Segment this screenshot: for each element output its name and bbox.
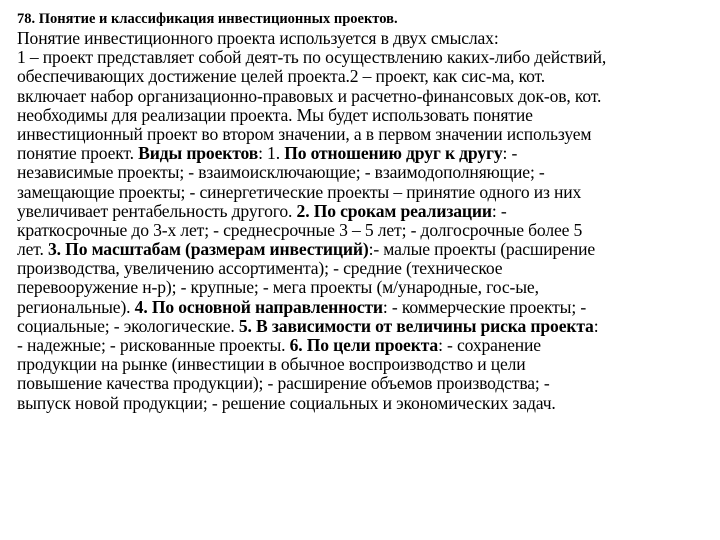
text-line: [17, 106, 713, 125]
text-run: понятие проект.: [17, 143, 139, 164]
bold-text-run: 6. По цели проекта: [289, 335, 439, 355]
text-line: [17, 336, 713, 355]
text-line: [17, 48, 713, 67]
text-line: [17, 125, 713, 144]
text-run: выпуск новой продукции; - решение социальных и экономических задач.: [17, 392, 556, 413]
text-run: увеличивает рентабельность другого.: [17, 200, 297, 221]
text-line: [17, 29, 713, 48]
text-line: [17, 221, 713, 240]
text-line: [17, 394, 713, 413]
text-run: Понятие инвестиционного проекта используется в двух смыслах:: [17, 28, 499, 48]
text-line: [17, 87, 713, 106]
text-run: независимые проекты; - взаимоисключающие; - взаимодополняющие; -: [17, 162, 545, 183]
text-line: [17, 163, 713, 182]
text-run: : - сохранение: [438, 335, 541, 355]
text-run: региональные).: [17, 296, 135, 317]
text-run: перевооружение н-р); - крупные; - мега проекты (м/ународные, гос-ые,: [17, 277, 539, 298]
text-run: включает набор организационно-правовых и расчетно-финансовых док-ов, кот.: [17, 85, 602, 106]
text-line: [17, 374, 713, 393]
text-run: производства, увеличению ассортимента); - средние (техническое: [17, 258, 503, 279]
text-line: [17, 67, 713, 86]
text-run: :: [593, 315, 599, 336]
text-run: замещающие проекты; - синергетические проекты – принятие одного из них: [17, 181, 582, 202]
text-run: - надежные; - рискованные проекты.: [17, 335, 290, 355]
bold-text-run: 4. По основной направленности: [134, 296, 383, 317]
bold-text-run: 3. По масштабам (размерам инвестиций): [48, 239, 369, 260]
bold-text-run: 5. В зависимости от величины риска проекта: [238, 315, 594, 336]
text-line: [17, 183, 713, 202]
text-line: [17, 202, 713, 221]
bold-text-run: Виды проектов: [138, 143, 259, 164]
text-run: инвестиционный проект во втором значении, а в первом значении используем: [17, 123, 592, 144]
document-heading: 78. Понятие и классификация инвестиционных проектов.: [17, 11, 398, 27]
text-run: необходимы для реализации проекта. Мы будет использовать понятие: [17, 104, 533, 125]
text-line: [17, 144, 713, 163]
text-run: обеспечивающих достижение целей проекта.2 – проект, как сис-ма, кот.: [17, 66, 545, 87]
bold-text-run: По отношению друг к другу: [284, 143, 503, 164]
text-run: : -: [491, 200, 507, 221]
text-run: продукции на рынке (инвестиции в обычное воспроизводство и цели: [17, 354, 526, 375]
bold-text-run: 2. По срокам реализации: [296, 200, 492, 221]
text-run: социальные; - экологические.: [17, 315, 239, 336]
text-run: 1 – проект представляет собой деят-ть по осуществлению каких-либо действий,: [17, 47, 607, 68]
text-run: : -: [502, 143, 518, 164]
text-run: : 1.: [258, 143, 285, 164]
text-line: [17, 278, 713, 297]
text-run: краткосрочные до 3-х лет; - среднесрочные 3 – 5 лет; - долгосрочные более 5: [17, 219, 583, 240]
document-body: [17, 29, 713, 413]
text-line: [17, 240, 713, 259]
text-line: [17, 317, 713, 336]
text-run: лет.: [17, 239, 49, 260]
text-run: :- малые проекты (расширение: [368, 239, 596, 260]
text-run: повышение качества продукции); - расширение объемов производства; -: [17, 373, 550, 394]
text-line: [17, 355, 713, 374]
text-line: [17, 298, 713, 317]
text-run: : - коммерческие проекты; -: [382, 296, 587, 317]
text-line: [17, 259, 713, 278]
